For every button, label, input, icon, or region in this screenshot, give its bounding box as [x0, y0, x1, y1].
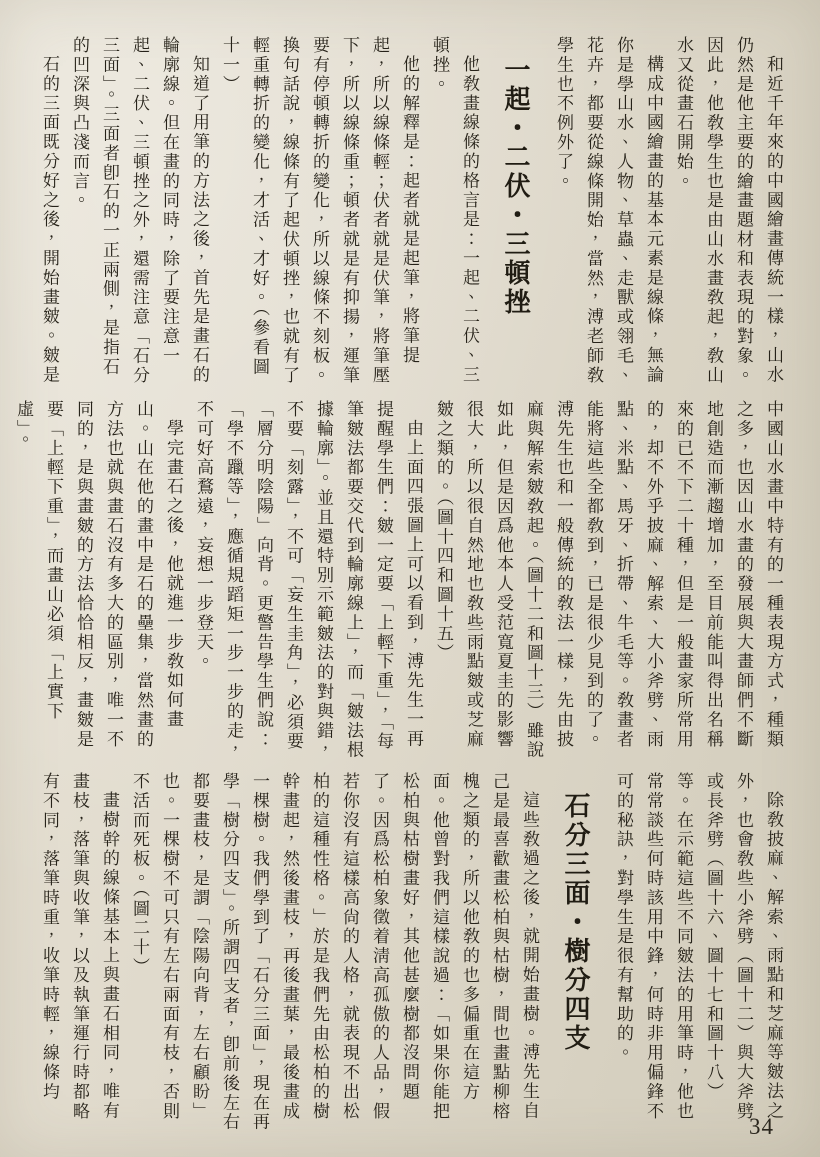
- paragraph: 知道了用筆的方法之後，首先是畫石的輪廓線。但在畫的同時，除了要注意一起、二伏、三頓挫之外，還需注意「石分三面」。三面者卽石的一正兩側，是指石的凹深與凸淺而言。: [70, 36, 209, 386]
- paragraph: 這些敎過之後，就開始畫樹。溥先生自己是最喜歡畫松柏與枯樹，間也畫點柳榕槐之類的，所以他敎的也多偏重在這方面。他曾對我們這樣說過：「如果你能把松柏與枯樹畫好，其他甚麼樹都沒問題了。因爲松柏象徵着淸高孤傲的人品，假若你沒有這樣高尙的人格，就表現不出松柏的這種性格。」於是我們先由松柏的樹幹畫起，然後畫枝，再後畫葉，最後畫成一棵樹。我們學到了「石分三面」，現在再學「樹分四支」。所謂四支者，卽前後左右都要畫枝，是謂「陰陽向背，左右顧盼」也。一棵樹不可只有左右兩面有枝，否則不活而死板。（圖二十）: [130, 772, 539, 1133]
- paragraph: 由上面四張圖上可以看到，溥先生一再提醒學生們：皴一定要「上輕下重」，「每筆皴法都要交代到輪廓線上」，而「皴法根據輪廓」。並且還特別示範皴法的對與錯，不要「刻露」，不可「妄生圭角」，必須要「層分明陰陽」向背。更警告學生們說：「學不躐等」，應循規蹈矩一步一步的走，不可好高鶩遠，妄想一步登天。: [194, 400, 423, 761]
- text-band-middle: [14, 400, 788, 762]
- paragraph: 構成中國繪畫的基本元素是線條，無論你是學山水、人物、草蟲、走獸或翎毛、花卉，都要從線條開始，當然，溥老師敎學生也不例外了。: [554, 36, 663, 386]
- paragraph: 學完畫石之後，他就進一步敎如何畫山。山在他的畫中是石的壘集，當然畫的方法也就與畫石沒有多大的區別，唯一不同的，是與畫皴的方法恰恰相反，畫皴是要「上輕下重」，而畫山必須「上實下虛」。: [14, 400, 183, 750]
- section-heading: 石分三面・樹分四支: [561, 792, 590, 1053]
- paragraph: 畫樹幹的線條基本上與畫石相同，唯有畫枝，落筆與收筆，以及執筆運行時都略有不同，落筆時重，收筆時輕，線條均: [40, 772, 119, 1122]
- text-band-top: [34, 36, 788, 392]
- paragraph: 石的三面既分好之後，開始畫皴。皴是: [40, 55, 59, 385]
- page-number: 34: [749, 1114, 774, 1139]
- paragraph: 除敎披麻、解索、雨點和芝麻等皴法之外，也會敎些小斧劈（圖十二）與大斧劈或長斧劈（圖十六、圖十七和圖十八）等。在示範這些不同皴法的用筆時，他也常常談些何時該用中鋒，何時非用偏鋒不可的秘訣，對學生是很有幫助的。: [614, 772, 783, 1122]
- paragraph: 和近千年來的中國繪畫傳統一樣，山水仍然是他主要的繪畫題材和表現的對象。因此，他敎學生也是由山水畫敎起，敎山水又從畫石開始。: [674, 36, 783, 386]
- paragraph: 他敎畫線條的格言是：一起、二伏、三頓挫。: [430, 36, 479, 385]
- paragraph: 中國山水畫中特有的一種表現方式，種類之多，也因山水畫的發展與大畫師們不斷地創造而漸趨增加，至目前能叫得出名稱來的已不下二十種，但是一般畫家所常用的，却不外乎披麻、解索、大小斧劈、雨點、米點、馬牙、折帶、牛毛等。敎畫者能將這些全都敎到，已是很少見到的了。溥先生也和一般傳統的敎法一樣，先由披麻與解索皴敎起。（圖十二和圖十三）雖說如此，但是因爲他本人受范寬夏圭的影響很大，所以很自然地也敎些雨點皴或芝麻皴之類的。（圖十四和圖十五）: [434, 400, 783, 761]
- text-band-bottom: [34, 772, 788, 1134]
- paragraph: 他的解釋是：起者就是起筆，將筆提起，所以線條輕；伏者就是伏筆，將筆壓下，所以線條重；頓者就是有抑揚，運筆要有停頓轉折的變化，所以線條不刻板。換句話說，線條有了起伏頓挫，也就有了輕重轉折的變化，才活、才好。（參看圖十一）: [220, 36, 419, 386]
- section-heading: 一起・二伏・三頓挫: [501, 56, 530, 317]
